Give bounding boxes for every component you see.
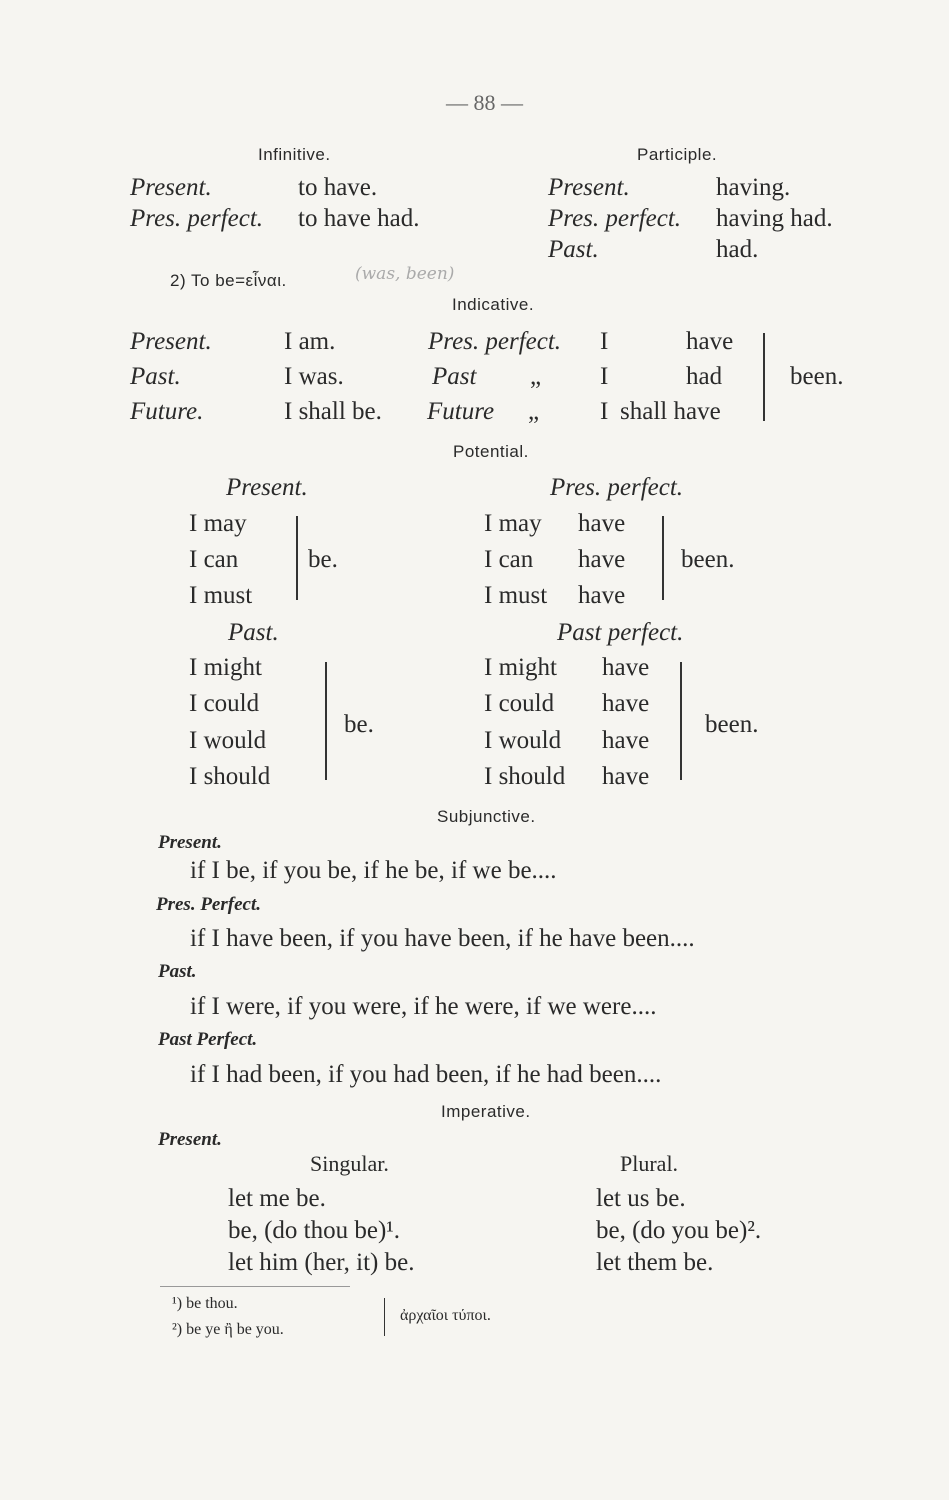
- indicative-past-value: I was.: [284, 363, 344, 390]
- imperative-present-label: Present.: [158, 1129, 222, 1150]
- to-be-heading: 2) To be=εἶναι.: [170, 271, 287, 290]
- footnote-greek: ἀρχαῖοι τύποι.: [400, 1307, 491, 1324]
- imperative-singular-item: be, (do thou be)¹.: [228, 1217, 401, 1244]
- potential-present-bracket: [296, 516, 298, 600]
- indicative-future-label: Future.: [130, 398, 204, 425]
- indicative-pronoun: I: [600, 328, 609, 355]
- indicative-pronoun: I: [600, 398, 609, 425]
- potential-past-perfect-item: I should: [484, 763, 566, 790]
- potential-past-item: I should: [189, 763, 271, 790]
- indicative-past-label: Past.: [130, 363, 181, 390]
- potential-past-suffix: be.: [344, 711, 374, 738]
- indicative-pres-perfect-label: Pres. perfect.: [428, 328, 562, 355]
- participle-perfect-label: Pres. perfect.: [548, 205, 682, 232]
- footnote-2: ²) be ye ἢ be you.: [172, 1321, 284, 1338]
- indicative-bracket: [763, 333, 765, 421]
- potential-past-perfect-item: I would: [484, 727, 562, 754]
- potential-pres-perfect-aux: have: [578, 582, 626, 609]
- indicative-present-label: Present.: [130, 328, 212, 355]
- potential-pres-perfect-item: I may: [484, 510, 542, 537]
- imperative-plural-item: let them be.: [596, 1249, 714, 1276]
- indicative-past-perfect-label: Past: [432, 363, 477, 390]
- potential-present-label: Present.: [226, 474, 308, 501]
- subjunctive-past-perfect-text: if I had been, if you had been, if he had been....: [190, 1061, 662, 1088]
- participle-present-value: having.: [716, 174, 791, 201]
- potential-past-perfect-item: I could: [484, 690, 555, 717]
- infinitive-perfect-label: Pres. perfect.: [130, 205, 264, 232]
- participle-past-value: had.: [716, 236, 759, 263]
- participle-present-label: Present.: [548, 174, 630, 201]
- infinitive-perfect-value: to have had.: [298, 205, 420, 232]
- handwritten-note: (was, been): [355, 264, 455, 284]
- indicative-aux: had: [686, 363, 723, 390]
- potential-past-label: Past.: [228, 619, 279, 646]
- potential-present-item: I can: [189, 546, 239, 573]
- indicative-aux: have: [686, 328, 734, 355]
- ditto-mark: „: [530, 363, 542, 390]
- potential-present-suffix: be.: [308, 546, 338, 573]
- potential-past-perfect-aux: have: [602, 727, 650, 754]
- indicative-pronoun: I: [600, 363, 609, 390]
- potential-pres-perfect-item: I can: [484, 546, 534, 573]
- potential-past-perfect-aux: have: [602, 654, 650, 681]
- potential-pres-perfect-aux: have: [578, 546, 626, 573]
- footnote-rule: [160, 1286, 350, 1287]
- potential-present-item: I must: [189, 582, 253, 609]
- indicative-future-perfect-label: Future: [427, 398, 495, 425]
- ditto-mark: „: [528, 398, 540, 425]
- subjunctive-present-text: if I be, if you be, if he be, if we be....: [190, 857, 557, 884]
- potential-past-perfect-aux: have: [602, 763, 650, 790]
- imperative-plural-heading: Plural.: [620, 1151, 679, 1176]
- imperative-plural-item: let us be.: [596, 1185, 686, 1212]
- potential-pres-perfect-aux: have: [578, 510, 626, 537]
- subjunctive-past-label: Past.: [158, 961, 197, 982]
- subjunctive-pres-perfect-text: if I have been, if you have been, if he have been....: [190, 925, 695, 952]
- potential-past-item: I might: [189, 654, 262, 681]
- potential-pres-perfect-label: Pres. perfect.: [550, 474, 684, 501]
- potential-pres-perfect-suffix: been.: [681, 546, 735, 573]
- potential-heading: Potential.: [453, 442, 529, 461]
- subjunctive-pres-perfect-label: Pres. Perfect.: [156, 894, 261, 915]
- potential-past-perfect-item: I might: [484, 654, 557, 681]
- potential-past-perfect-suffix: been.: [705, 711, 759, 738]
- potential-past-item: I would: [189, 727, 267, 754]
- participle-perfect-value: having had.: [716, 205, 833, 232]
- infinitive-present-label: Present.: [130, 174, 212, 201]
- indicative-heading: Indicative.: [452, 295, 535, 314]
- potential-pres-perfect-bracket: [662, 516, 664, 600]
- footnote-1: ¹) be thou.: [172, 1295, 238, 1312]
- potential-past-item: I could: [189, 690, 260, 717]
- subjunctive-past-perfect-label: Past Perfect.: [158, 1029, 258, 1050]
- potential-past-bracket: [325, 662, 327, 780]
- participle-heading: Participle.: [637, 145, 718, 164]
- footnote-bracket: [384, 1298, 385, 1336]
- page-number: — 88 —: [446, 90, 523, 115]
- subjunctive-present-label: Present.: [158, 832, 222, 853]
- potential-pres-perfect-item: I must: [484, 582, 548, 609]
- indicative-aux: shall have: [620, 398, 721, 425]
- indicative-future-value: I shall be.: [284, 398, 382, 425]
- subjunctive-past-text: if I were, if you were, if he were, if we were....: [190, 993, 657, 1020]
- infinitive-heading: Infinitive.: [258, 145, 331, 164]
- potential-present-item: I may: [189, 510, 247, 537]
- indicative-suffix: been.: [790, 363, 844, 390]
- potential-past-perfect-bracket: [680, 662, 682, 780]
- imperative-singular-item: let me be.: [228, 1185, 326, 1212]
- potential-past-perfect-label: Past perfect.: [557, 619, 684, 646]
- subjunctive-heading: Subjunctive.: [437, 807, 536, 826]
- participle-past-label: Past.: [548, 236, 599, 263]
- imperative-heading: Imperative.: [441, 1102, 531, 1121]
- indicative-present-value: I am.: [284, 328, 336, 355]
- infinitive-present-value: to have.: [298, 174, 378, 201]
- potential-past-perfect-aux: have: [602, 690, 650, 717]
- imperative-singular-heading: Singular.: [310, 1151, 389, 1176]
- imperative-plural-item: be, (do you be)².: [596, 1217, 762, 1244]
- imperative-singular-item: let him (her, it) be.: [228, 1249, 415, 1276]
